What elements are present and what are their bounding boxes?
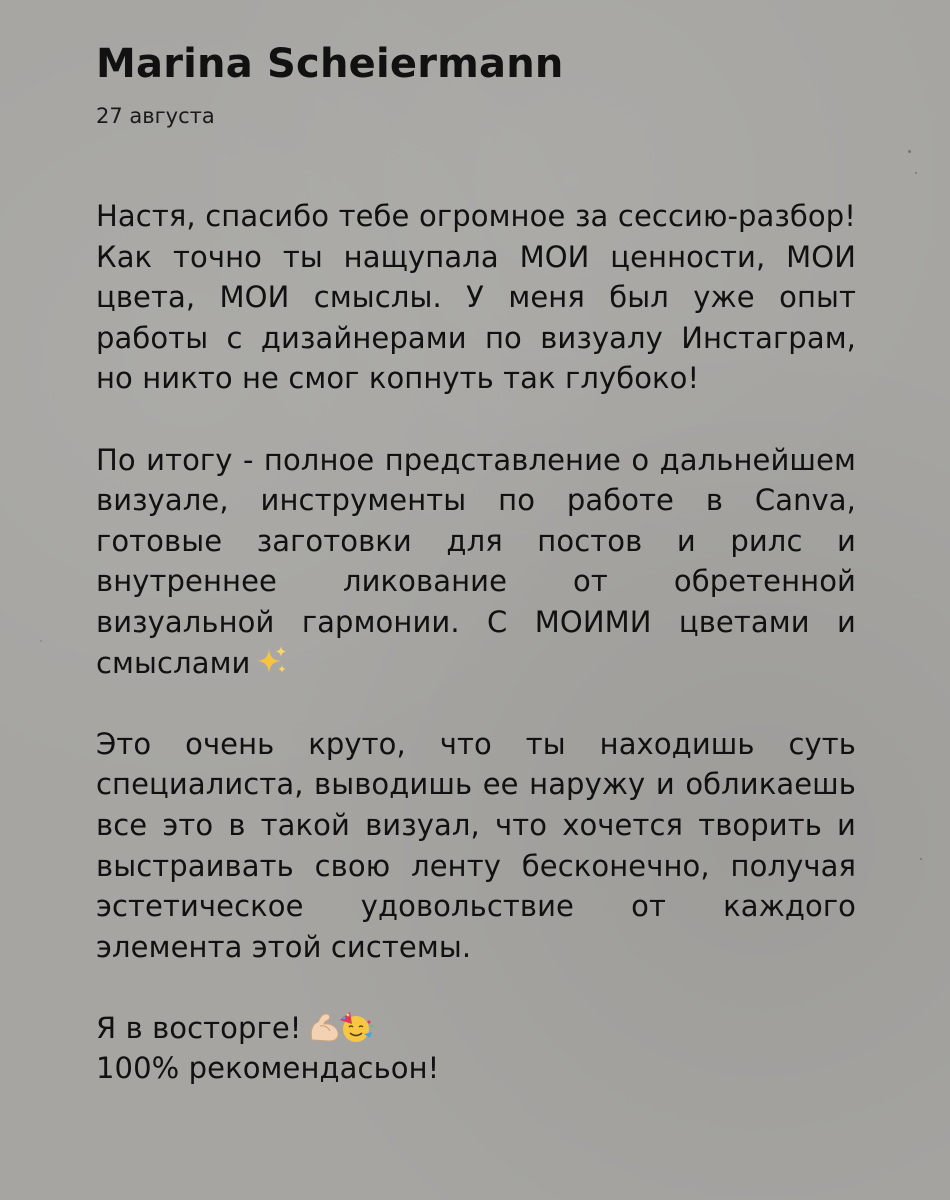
review-paragraph bbox=[96, 440, 856, 684]
paper-speck bbox=[915, 172, 917, 174]
review-card bbox=[96, 38, 856, 1089]
review-paragraph-text: Это очень круто, что ты находишь суть специалиста, выводишь ее наружу и обликаешь все это в такой визуал, что хочется творить и выстраивать свою ленту бесконечно, получая эстетическое удовольствие от каждого элемента этой системы. bbox=[96, 726, 856, 964]
paper-speck bbox=[908, 150, 911, 153]
review-body bbox=[96, 196, 856, 1089]
review-paragraph-text: По итогу - полное представление о дальнейшем визуале, инструменты по работе в Canva, готовые заготовки для постов и рилс и внутреннее ликование от обретенной визуальной гармонии. С МОИМИ цветами и смыслами bbox=[96, 442, 856, 680]
emoji-group bbox=[306, 1010, 376, 1044]
review-paragraph-text: Настя, спасибо тебе огромное за сессию-разбор! Как точно ты нащупала МОИ ценности, МОИ цвета, МОИ смыслы. У меня был уже опыт работы с дизайнерами по визуалу Инстаграм, но никто не смог копнуть так глубоко! bbox=[96, 199, 856, 396]
review-paragraph bbox=[96, 196, 856, 399]
author-name: Marina Scheiermann bbox=[96, 41, 564, 87]
closing-line bbox=[96, 1008, 856, 1049]
sparkles-icon bbox=[255, 645, 289, 677]
paper-speck bbox=[920, 858, 922, 860]
closing-line-text: Я в восторге! bbox=[96, 1010, 302, 1045]
closing-line: 100% рекомендасьон! bbox=[96, 1051, 440, 1086]
partying-face-icon bbox=[336, 1010, 376, 1044]
review-paragraph bbox=[96, 724, 856, 968]
paper-speck bbox=[40, 640, 42, 642]
review-closing bbox=[96, 1008, 856, 1089]
post-date: 27 августа bbox=[96, 104, 215, 128]
